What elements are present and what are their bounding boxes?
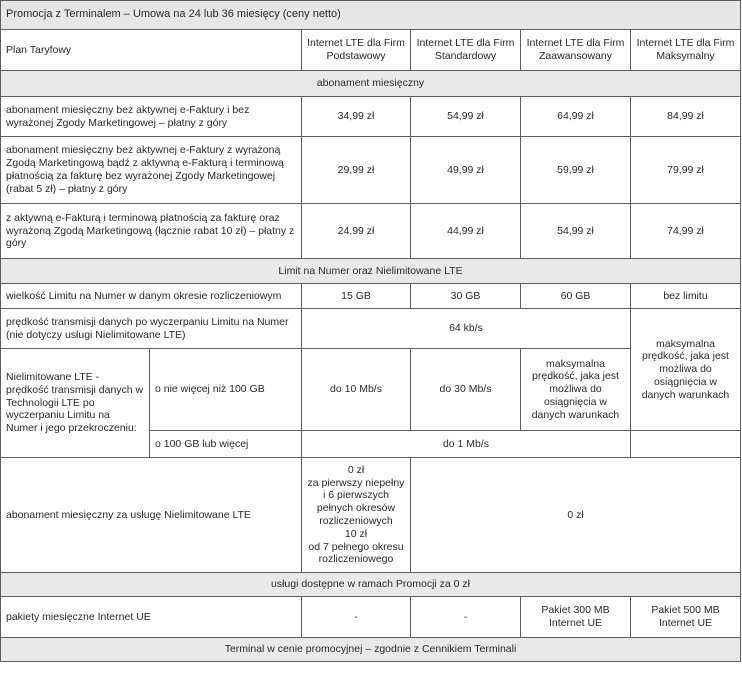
price-cell: 24,99 zł bbox=[302, 204, 411, 259]
fee-line: za pierwszy niepełny bbox=[307, 476, 405, 489]
table-row bbox=[1, 204, 741, 259]
row-label: wielkość Limitu na Numer w danym okresie rozliczeniowym bbox=[1, 284, 302, 309]
header-row bbox=[1, 30, 741, 71]
limit-cell: 30 GB bbox=[411, 284, 521, 309]
fee-line: od 7 pełnego okresu bbox=[308, 540, 404, 553]
fee-line: 0 zł bbox=[347, 463, 365, 476]
limit-cell: bez limitu bbox=[631, 284, 741, 309]
price-cell: 74,99 zł bbox=[631, 204, 741, 259]
price-cell: 54,99 zł bbox=[521, 204, 631, 259]
package-cell: Pakiet 300 MB Internet UE bbox=[521, 597, 631, 638]
table-row bbox=[1, 309, 741, 349]
limit-cell: 15 GB bbox=[302, 284, 411, 309]
section-row bbox=[1, 573, 741, 597]
row-label: abonament miesięczny bez aktywnej e-Faktury i bez wyrażonej Zgody Marketingowej – płatny z góry bbox=[1, 97, 302, 137]
speed-cell: do 30 Mb/s bbox=[411, 349, 521, 431]
plan-header-basic: Internet LTE dla Firm Podstawowy bbox=[302, 30, 411, 71]
fee-line: 10 zł bbox=[344, 527, 368, 540]
table-row bbox=[1, 137, 741, 204]
row-label: prędkość transmisji danych po wyczerpaniu Limitu na Numer (nie dotyczy usługi Nielimitowane LTE) bbox=[1, 309, 302, 349]
row-label: abonament miesięczny bez aktywnej e-Faktury z wyrażoną Zgodą Marketingową bądź z aktywną e-Fakturą i terminową płatnością za fakturę bez wyrażonej Zgody Marketingowej (rabat 5 zł) – płatny z góry bbox=[1, 137, 302, 204]
speed-cell: do 1 Mb/s bbox=[302, 431, 631, 458]
table-row bbox=[1, 458, 741, 573]
price-cell: 34,99 zł bbox=[302, 97, 411, 137]
footer-note: Terminal w cenie promocyjnej – zgodnie z Cennikiem Terminali bbox=[1, 638, 741, 662]
table-row bbox=[1, 284, 741, 309]
plan-label: Plan Taryfowy bbox=[1, 30, 302, 71]
speed-cell: do 10 Mb/s bbox=[302, 349, 411, 431]
fee-line: rozliczeniowych bbox=[319, 515, 393, 527]
fee-line: rozliczeniowego bbox=[318, 553, 394, 566]
table-row bbox=[1, 349, 741, 431]
fee-line: pełnych okresów bbox=[316, 502, 396, 515]
package-cell: Pakiet 500 MB Internet UE bbox=[631, 597, 741, 638]
section-services: usługi dostępne w ramach Promocji za 0 zł bbox=[1, 573, 741, 597]
sub-row-label: o 100 GB lub więcej bbox=[150, 431, 302, 458]
section-limit: Limit na Numer oraz Nielimitowane LTE bbox=[1, 259, 741, 284]
fee-line: i 6 pierwszych bbox=[323, 489, 389, 502]
row-label: Nielimitowane LTE - prędkość transmisji danych w Technologii LTE po wyczerpaniu Limitu na Numer i jego przekroczeniu: bbox=[1, 349, 150, 458]
table-row bbox=[1, 597, 741, 638]
price-cell: 49,99 zł bbox=[411, 137, 521, 204]
price-cell: 44,99 zł bbox=[411, 204, 521, 259]
basic-fee-cell bbox=[302, 458, 411, 573]
row-label: abonament miesięczny za usługę Nielimitowane LTE bbox=[1, 458, 302, 573]
row-label: z aktywną e-Fakturą i terminową płatnością za fakturę oraz wyrażoną Zgodą Marketingową (łącznie rabat 10 zł) – płatny z góry bbox=[1, 204, 302, 259]
speed-after-limit-value: 64 kb/s bbox=[302, 309, 631, 349]
limit-cell: 60 GB bbox=[521, 284, 631, 309]
row-label: pakiety miesięczne Internet UE bbox=[1, 597, 302, 638]
section-row bbox=[1, 71, 741, 97]
section-subscription: abonament miesięczny bbox=[1, 71, 741, 97]
sub-row-label: o nie więcej niż 100 GB bbox=[150, 349, 302, 431]
speed-cell: maksymalna prędkość, jaka jest możliwa do osiągnięcia w danych warunkach bbox=[521, 349, 631, 431]
max-plan-speed-value: maksymalna prędkość, jaka jest możliwa do osiągnięcia w danych warunkach bbox=[631, 309, 741, 431]
other-fee-cell: 0 zł bbox=[411, 458, 741, 573]
table-title: Promocja z Terminalem – Umowa na 24 lub 36 miesięcy (ceny netto) bbox=[1, 1, 741, 30]
empty-cell bbox=[631, 431, 741, 458]
price-cell: 64,99 zł bbox=[521, 97, 631, 137]
price-cell: 84,99 zł bbox=[631, 97, 741, 137]
plan-header-standard: Internet LTE dla Firm Standardowy bbox=[411, 30, 521, 71]
price-cell: 54,99 zł bbox=[411, 97, 521, 137]
section-row bbox=[1, 259, 741, 284]
table-row bbox=[1, 97, 741, 137]
package-cell: - bbox=[302, 597, 411, 638]
title-row bbox=[1, 1, 741, 30]
footer-row bbox=[1, 638, 741, 662]
plan-header-advanced: Internet LTE dla Firm Zaawansowany bbox=[521, 30, 631, 71]
price-cell: 79,99 zł bbox=[631, 137, 741, 204]
price-cell: 59,99 zł bbox=[521, 137, 631, 204]
plan-header-maximum: Internet LTE dla Firm Maksymalny bbox=[631, 30, 741, 71]
price-cell: 29,99 zł bbox=[302, 137, 411, 204]
package-cell: - bbox=[411, 597, 521, 638]
